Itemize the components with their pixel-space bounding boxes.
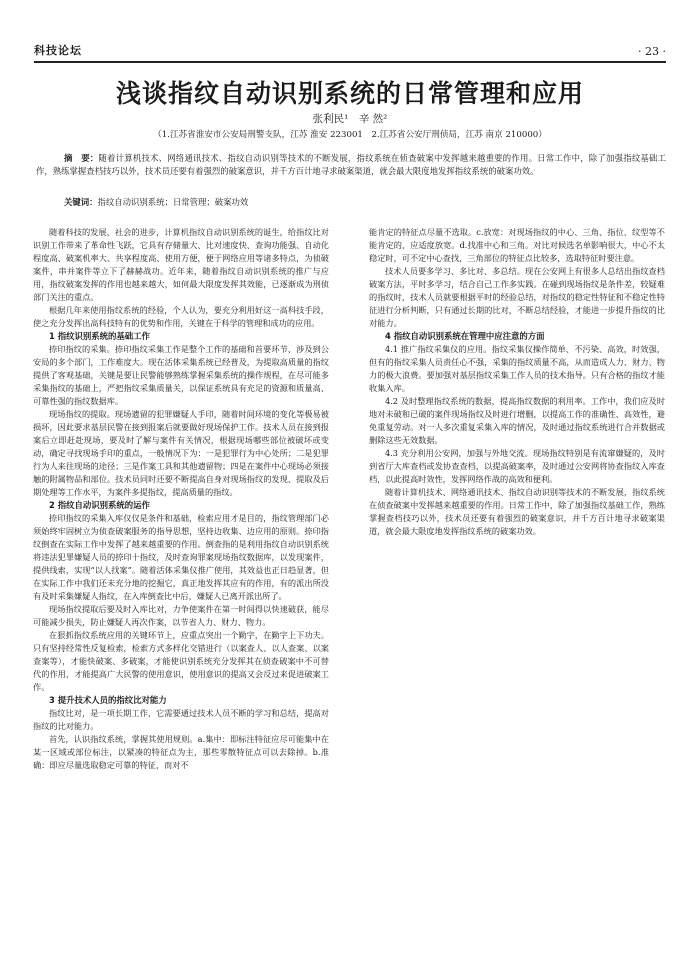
paragraph: 根据几年来使用指纹系统的经验，个人认为，要充分利用好这一高科技手段，使之充分发挥出高科技特有的优势和作用，关键在于科学的管理和成功的应用。 xyxy=(33,305,329,328)
paragraph: 捺印指纹的采集入库仅仅是条件和基础，检索应用才是目的，指纹管理部门必须始终牢固树立为侦查破案服务的指导思想，坚持边收集、边应用的原则。捺印指纹倒查在实际工作中发挥了越来越重要的作用。倒查指的是利用指纹自动识别系统将违法犯罪嫌疑人员的捺印十指纹，及时查询罪案现场指纹数据库，以发现案件，提供线索，实现“以人找案”。随着活体采集仪推广使用，其效益也正日趋显著，但在实际工作中我们还未充分地的挖掘它，真正地发挥其应有的作用，有的派出所没有及时采集嫌疑人指纹，在入库倒查比中后，嫌疑人已离开派出所了。 xyxy=(33,513,329,601)
section-heading: 2 指纹自动识别系统的运作 xyxy=(49,500,150,510)
section-heading: 1 指纹识别系统的基础工作 xyxy=(49,331,150,341)
paragraph: 现场指纹提取后要及时入库比对，力争使案件在第一时间得以快速破获，能尽可能减少损失，防止嫌疑人再次作案，以节省人力、财力、物力。 xyxy=(33,604,329,627)
left-column xyxy=(33,226,329,772)
article-affiliation: （1.江苏省淮安市公安局刑警支队，江苏 淮安 223001 2.江苏省公安厅刑侦局，江苏 南京 210000） xyxy=(153,130,547,140)
paragraph: 指纹比对，是一项长期工作，它需要通过技术人员不断的学习和总结，提高对指纹的比对能力。 xyxy=(33,708,329,731)
paragraph: 技术人员要多学习、多比对、多总结。现在公安网上有很多人总结出指纹查档破案方法，平时多学习，结合自己工作多实践。在碰到现场指纹是条件差，较疑难的指纹时，技术人员就要根据平时的经验总结，对指纹的稳定性特征和不稳定性特征进行分析判断，只有通过长期的比对，不断总结经验，才能进一步提升指纹的比对能力。 xyxy=(369,266,665,328)
paragraph: 随着科技的发展，社会的进步，计算机指纹自动识别系统的诞生，给指纹比对识别工作带来了革命性飞跃，它具有存储量大、比对速度快、查询功能强、自动化程度高、破案机率大、共享程度高、使用方便，便于网络应用等诸多特点，为侦破案件，串并案件等立下了赫赫战功。近年来，随着指纹自动识别系统的推广与应用，指纹破案发挥的作用也越来越大，如何最大限度发挥其效能，已逐渐成为刑侦部门关注的重点。 xyxy=(33,227,329,302)
paragraph-continued: 能肯定的特征点尽量不选取。c.放宽：对现场指纹的中心、三角、指位、纹型等不能肯定的，应适度放宽。d.找准中心和三角。对比对候选名单影响很大，中心不太稳定时，可不定中心查找，三角部位的特征点比较多，选取特征时要注意。 xyxy=(369,227,665,263)
keywords-text: 指纹自动识别系统；日常管理；破案功效 xyxy=(97,197,249,207)
paragraph: 随着计算机技术、网络通讯技术、指纹自动识别等技术的不断发展，指纹系统在侦查破案中发挥越来越重要的作用。日常工作中，除了加强指纹基础工作，熟练掌握查档技巧以外，技术员还要有着强烈的破案意识，并千方百计地寻求破案渠道，就会最大限度地发挥指纹系统的破案功效。 xyxy=(369,487,665,536)
paragraph: 4.1 推广指纹采集仪的应用。指纹采集仪操作简单、不污染、高效，时效强，但有的指纹采集人员责任心不强，采集的指纹质量不高，从而造成人力、财力、物力的极大浪费。要加强对基层指纹采集工作人员的技术指导。只有合格的指纹才能收集入库。 xyxy=(369,344,665,393)
abstract-label: 摘 要： xyxy=(64,153,99,163)
section-heading: 4 指纹自动识别系统在管理中应注意的方面 xyxy=(385,331,545,341)
header-rule xyxy=(34,61,666,63)
journal-name: 科技论坛 xyxy=(34,44,82,57)
abstract xyxy=(36,152,666,178)
paragraph: 4.2 及时整理指纹系统的数据，提高指纹数据的利用率。工作中，我们应及时地对未破和已破的案件现场指纹及时进行增删，以提高工作的准确性、高效性，避免重复劳动。对一人多次重复采集入库的情况，及时通过指纹系统进行合并数据或删除这些无效数据。 xyxy=(369,396,665,445)
abstract-text: 随着计算机技术、网络通讯技术、指纹自动识别等技术的不断发展，指纹系统在侦查破案中发挥越来越重要的作用。日常工作中，除了加强指纹基础工作，熟练掌握查档技巧以外，技术员还要有着强烈的破案意识，并千方百计地寻求破案渠道，就会最大限度地发挥指纹系统的破案功效。 xyxy=(36,153,667,177)
paragraph: 首先，认识指纹系统，掌握其使用规则。a.集中：即标注特征应尽可能集中在某一区域或部位标注，以紧凑的特征点为主，那些零散特征点可以去除掉。b.准确：即应尽量选取稳定可靠的特征，而对不 xyxy=(33,734,329,770)
keywords-label: 关键词： xyxy=(64,197,98,207)
paragraph: 在狠抓指纹系统应用的关键环节上，应重点突出一个勤字，在勤字上下功夫。只有坚持经常性反复检索，检索方式多样化交错进行（以案查人、以人查案、以案查案等），才能快破案、多破案，才能使识别系统充分发挥其在侦查破案中不可替代的作用，才能提高广大民警的使用意识，使用意识的提高又会反过来促进破案工作。 xyxy=(33,630,329,692)
page-number: · 23 · xyxy=(638,45,666,58)
section-heading: 3 提升技术人员的指纹比对能力 xyxy=(49,695,167,705)
article-authors: 张利民¹ 辛 然² xyxy=(312,113,388,125)
running-header xyxy=(34,38,666,58)
paragraph: 4.3 充分利用公安网，加强与外地交流。现场指纹特别是有流窜嫌疑的，及时到省厅大库查档或发协查查档，以提高破案率，及时通过公安网将协查指纹入库查档，以此提高时效性，发挥网络作战的高效和便利。 xyxy=(369,448,665,484)
paragraph: 现场指纹的提取。现场遗留的犯罪嫌疑人手印，随着时间环境的变化等极易被损坏，因此要求基层民警在接到报案后就要做好现场保护工作。技术人员在接到报案后立即赶赴现场，要及时了解与案件有关情况，根据现场哪些部位被破坏或变动，确定寻找现场手印的重点，一般情况下为：一是犯罪行为中心处所；二是犯罪行为人来往现场的途径；三是作案工具和其他遗留物；四是在案件中心现场必须接触的附属物品和部位。技术员同时还要不断提高自身对现场指纹的发现、提取及后期处理等工作水平，为案件多提指纹，提高质量的指纹。 xyxy=(33,409,329,497)
right-column xyxy=(369,226,665,538)
article-title: 浅谈指纹自动识别系统的日常管理和应用 xyxy=(115,79,584,108)
paragraph: 捺印指纹的采集。捺印指纹采集工作是整个工作的基础和首要环节，涉及到公安局的多个部门，工作难度大。现在活体采集系统已经普及，为提取高质量的指纹提供了客观基础，关键是要让民警能够熟练掌握采集系统的操作规程，在尽可能多采集指纹的基础上，严把指纹采集质量关，以保证系统具有充足的资源和质量高、可靠性强的指纹数据库。 xyxy=(33,344,329,406)
keywords xyxy=(64,196,666,209)
